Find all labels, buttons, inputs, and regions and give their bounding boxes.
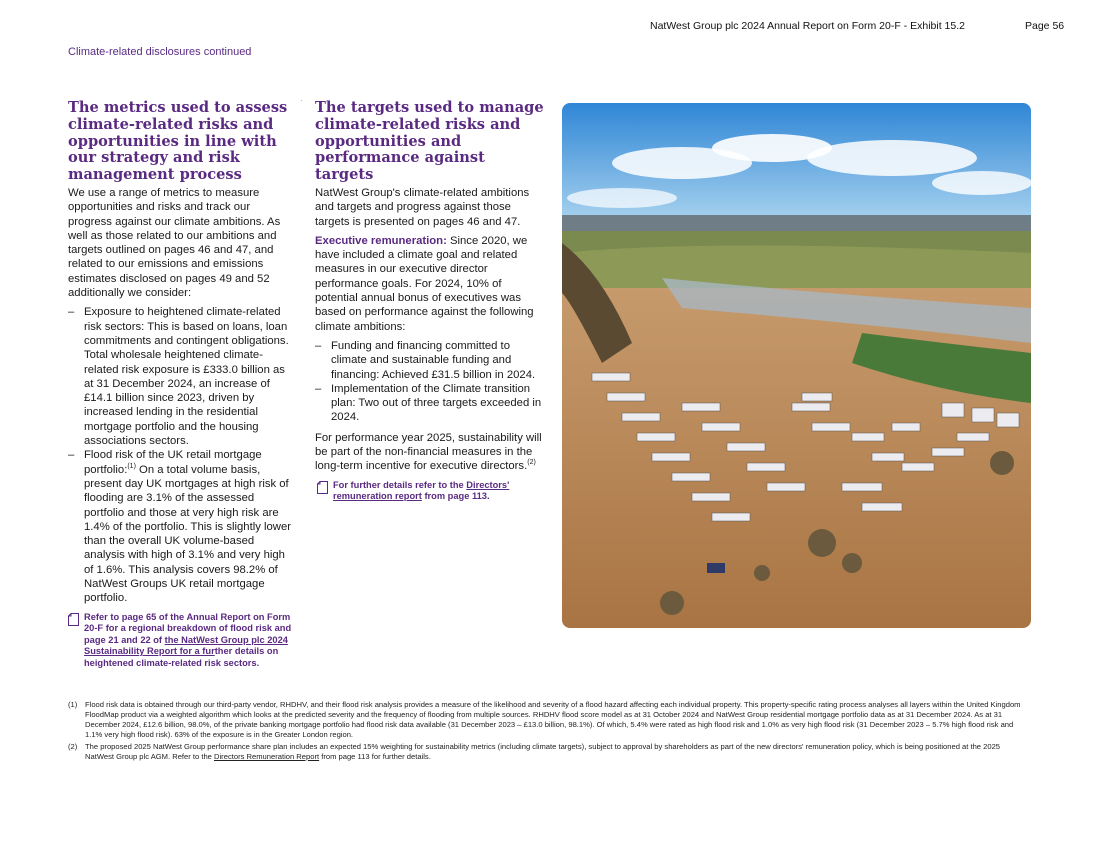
sustainability-report-reference xyxy=(68,612,296,670)
flood-risk-label: Flood risk of the UK retail mortgage portfolio: xyxy=(84,449,262,476)
targets-column xyxy=(315,100,545,503)
performance-text: For performance year 2025, sustainability will be part of the non-financial measures in the long-term incentive for executive directors. xyxy=(315,431,542,473)
document-title: NatWest Group plc 2024 Annual Report on Form 20-F - Exhibit 15.2 xyxy=(650,20,965,32)
reference-text-end: ther details on heightened climate-related risk sectors. xyxy=(84,646,279,668)
directors-remuneration-report-link[interactable]: Directors Remuneration Report xyxy=(214,752,320,761)
footnotes xyxy=(68,700,1030,764)
footnote-number: (2) xyxy=(68,742,78,751)
reference-text: For further details refer to the xyxy=(333,479,467,490)
executive-remuneration-paragraph xyxy=(315,234,545,334)
list-item: – Exposure to heightened climate-related risk sectors: This is based on loans, loan commitments and contingent obligations. Total wholesale heightened climate-related risk exposure is £333.0 billion as at 31 December 2024, an increase of £14.1 billion since 2023, driven by increased lending in the residential mortgage portfolio and the housing associations sectors. xyxy=(68,305,296,448)
footnote-text-end: from page 113 for further details. xyxy=(319,752,431,761)
ambitions-list xyxy=(315,339,545,425)
flood-risk-text: On a total volume basis, present day UK mortgages at high risk of flooding are 3.1% of the assessed portfolio and those at very high risk are 1.4% of the portfolio. This is slightly lower than the overall UK volume-based analysis with high of 3.1% and very high of 1.6%. This analysis covers 98.2% of NatWest Groups UK retail mortgage portfolio. xyxy=(84,463,291,605)
executive-remuneration-text: Since 2020, we have included a climate goal and related measures in our executive director performance goals. For 2024, 10% of potential annual bonus of executives was based on performance against the following climate ambitions: xyxy=(315,234,534,333)
footnote-text: The proposed 2025 NatWest Group performance share plan includes an expected 15% weighting for sustainability metrics (including climate targets), subject to approval by shareholders as part of the new directors' remuneration policy, which is being positioned at the 2025 NatWest Group plc AGM. Refer to the xyxy=(85,742,1001,761)
executive-remuneration-label: Executive remuneration: xyxy=(315,234,447,247)
document-icon xyxy=(317,481,328,494)
footnote-2 xyxy=(68,742,1030,762)
section-label: Climate-related disclosures continued xyxy=(68,46,252,58)
flooded-caravan-park-photo xyxy=(562,103,1031,628)
page-number: Page 56 xyxy=(1025,20,1065,32)
metrics-heading: The metrics used to assess climate-related risks and opportunities in line with our strategy and risk management process xyxy=(68,99,288,184)
remuneration-report-reference xyxy=(317,480,545,503)
list-item xyxy=(68,448,296,605)
list-item: – Implementation of the Climate transition plan: Two out of three targets exceeded in 2024. xyxy=(315,382,545,425)
footnote-text: Flood risk data is obtained through our third-party vendor, RHDHV, and their flood risk analysis provides a measure of the likelihood and severity of a flood hazard affecting each individual property. This property-specific rating process analyses all layers within the United Kingdom FloodMap product via a weighted algorithm which looks at the predicted severity and the frequency of flooding from multiple sources. RHDHV flood score model as at 31 October 2024 and NatWest Group residential mortgage portfolio data as at 31 December 2024. As at 31 December 2024, £12.6 billion, 98.0%, of the private banking mortgage portfolio had flood risk data available (31 December 2023 – £13.0 billion, 98.1%). Of which, 5.4% were rated as high flood risk and 1.0% as very high flood risk (31 December 2023 – 5.7% high flood risk and 1.1% very high flood risk). 63% of the exposure is in the Greater London region. xyxy=(85,700,1021,739)
list-item: – Funding and financing committed to climate and sustainable funding and financing: Achieved £31.5 billion in 2024. xyxy=(315,339,545,382)
sustainability-report-link[interactable]: the NatWest Group plc 2024 Sustainability Report for a fur xyxy=(84,634,288,657)
directors-remuneration-link[interactable]: Directors' remuneration report xyxy=(333,479,510,502)
metrics-column xyxy=(68,100,296,669)
footnote-number: (1) xyxy=(68,700,78,709)
aerial-flood-image xyxy=(562,103,1031,628)
reference-text: Refer to page 65 of the Annual Report on Form 20-F for a regional breakdown of flood risk and page 21 and 22 of xyxy=(84,611,292,645)
footnote-ref[interactable]: (1) xyxy=(127,462,136,470)
metrics-list xyxy=(68,305,296,605)
reference-text-end: from page 113. xyxy=(421,491,490,502)
targets-heading: The targets used to manage climate-related risks and opportunities and performance against targets xyxy=(315,99,544,184)
divider-dot: · xyxy=(300,96,303,105)
footnote-ref[interactable]: (2) xyxy=(527,459,536,467)
document-icon xyxy=(68,613,79,626)
targets-intro: NatWest Group's climate-related ambitions and targets and progress against those targets is presented on pages 46 and 47. xyxy=(315,186,530,228)
footnote-1 xyxy=(68,700,1030,740)
metrics-intro: We use a range of metrics to measure opportunities and risks and track our progress against our climate ambitions. As well as those related to our ambitions and targets outlined on pages 46 and 47, and related to our emissions and emissions estimates disclosed on pages 49 and 52 additionally we consider: xyxy=(68,186,281,300)
performance-year-paragraph xyxy=(315,431,545,474)
